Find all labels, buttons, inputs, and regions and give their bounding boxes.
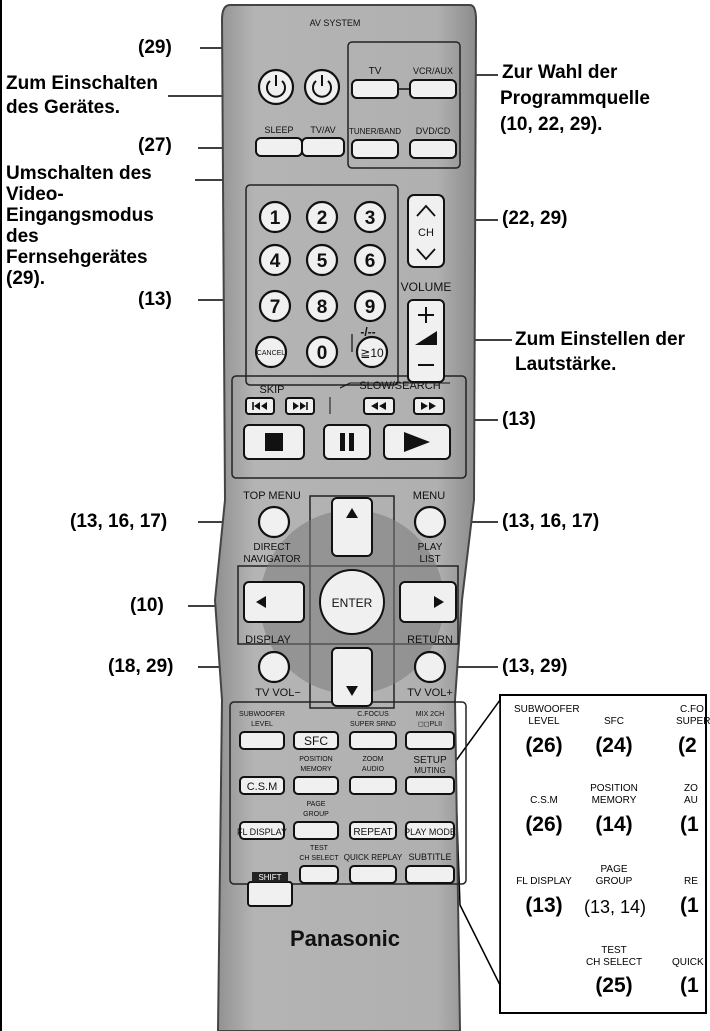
- display-label: DISPLAY: [245, 634, 291, 646]
- digit-8-label: 8: [316, 297, 328, 318]
- power-text-2: des Gerätes.: [6, 97, 121, 118]
- digit-9-label: 9: [364, 297, 376, 318]
- ch-ref: (22, 29): [502, 208, 568, 229]
- panasonic-logo: Panasonic: [289, 926, 401, 951]
- test-label-2: CH SELECT: [299, 855, 339, 862]
- subwoofer-level-button[interactable]: [240, 732, 284, 749]
- shift-position-2: MEMORY: [591, 795, 637, 806]
- setup-muting-button[interactable]: [406, 777, 454, 794]
- display-ref: (18, 29): [108, 656, 174, 677]
- digit-4-label: 4: [269, 251, 281, 272]
- volume-label: VOLUME: [400, 280, 452, 294]
- power-text-1: Zum Einschalten: [6, 73, 159, 94]
- cursor-up-button[interactable]: [332, 498, 372, 556]
- return-label: RETURN: [407, 634, 453, 646]
- shift-csm-ref: (26): [525, 813, 563, 836]
- play-list-label-2: LIST: [419, 554, 441, 565]
- numeric-ref: (13): [138, 289, 172, 310]
- zoom-label-2: AUDIO: [361, 766, 385, 773]
- shift-label: SHIFT: [258, 873, 282, 882]
- shift-test-ref: (25): [595, 974, 633, 997]
- play-mode-label: PLAY MODE: [404, 827, 456, 837]
- zoom-audio-button[interactable]: [350, 777, 396, 794]
- page-label-2: GROUP: [303, 811, 329, 818]
- shift-cfocus-1: C.FO: [680, 704, 704, 715]
- play-button[interactable]: [384, 425, 450, 459]
- test-ch-select-button[interactable]: [300, 866, 338, 883]
- volume-rocker[interactable]: [408, 300, 444, 382]
- transport-ref: (13): [502, 409, 536, 430]
- sleep-label: SLEEP: [264, 125, 294, 135]
- c-focus-label: C.FOCUS: [357, 711, 389, 718]
- fl-display-label: FL DISPLAY: [236, 827, 288, 837]
- shift-cfocus-2: SUPER: [676, 716, 710, 727]
- display-button[interactable]: [259, 652, 289, 682]
- menu-label: MENU: [412, 490, 446, 502]
- slow-forward-button[interactable]: [414, 398, 444, 414]
- tv-av-label: TV/AV: [310, 125, 336, 135]
- shift-repeat: RE: [684, 876, 698, 887]
- cursor-right-button[interactable]: [400, 582, 456, 622]
- av-system-label: AV SYSTEM: [309, 18, 361, 28]
- shift-subwoofer-ref: (26): [525, 734, 563, 757]
- quick-replay-button[interactable]: [350, 866, 396, 883]
- skip-prev-button[interactable]: [246, 398, 274, 414]
- setup-label: SETUP: [413, 755, 447, 766]
- play-list-label: PLAY: [417, 542, 443, 553]
- mix-2ch-label-2: ◻◻PLII: [417, 721, 443, 728]
- digit-5-label: 5: [316, 251, 328, 272]
- dvd-cd-button[interactable]: [410, 140, 456, 158]
- volume-text-1: Zum Einstellen der: [515, 329, 685, 350]
- shift-test-2: CH SELECT: [585, 957, 643, 968]
- tvav-text-1: Umschalten des: [6, 163, 152, 184]
- repeat-label: REPEAT: [353, 827, 393, 838]
- shift-zoom-2: AU: [684, 795, 698, 806]
- shift-fl-display: FL DISPLAY: [516, 876, 572, 887]
- zoom-label: ZOOM: [362, 756, 384, 763]
- dvd-cd-label: DVD/CD: [415, 126, 451, 136]
- shift-page-ref: (13, 14): [584, 897, 647, 917]
- tvav-text-2: Video-: [6, 184, 64, 205]
- power-ref: (29): [138, 37, 172, 58]
- menu-button[interactable]: [415, 507, 445, 537]
- tv-av-button[interactable]: [302, 138, 344, 156]
- cursor-ref: (10): [130, 595, 164, 616]
- tuner-band-label: TUNER/BAND: [348, 127, 402, 136]
- page-label: PAGE: [306, 801, 326, 808]
- pause-button[interactable]: [324, 425, 370, 459]
- ch-label: CH: [418, 227, 434, 239]
- direct-navigator-label-2: NAVIGATOR: [243, 554, 301, 565]
- skip-label: SKIP: [259, 384, 285, 396]
- shift-subwoofer-2: LEVEL: [528, 716, 560, 727]
- digit-6-label: 6: [364, 251, 376, 272]
- mix-2ch-label: MIX 2CH: [415, 711, 445, 718]
- shift-position-1: POSITION: [590, 783, 638, 794]
- cursor-down-button[interactable]: [332, 648, 372, 706]
- top-menu-button[interactable]: [259, 507, 289, 537]
- mix-2ch-button[interactable]: [406, 732, 454, 749]
- digit-1-label: 1: [269, 208, 281, 229]
- test-label: TEST: [310, 845, 328, 852]
- tv-vol-minus-label: TV VOL−: [255, 687, 301, 699]
- return-ref: (13, 29): [502, 656, 568, 677]
- digit-0-label: 0: [316, 343, 328, 364]
- c-focus-label-2: SUPER SRND: [350, 721, 396, 728]
- volume-text-2: Lautstärke.: [515, 354, 617, 375]
- tvav-text-6: (29).: [6, 268, 46, 289]
- source-text-3: (10, 22, 29).: [500, 114, 603, 135]
- tv-label: TV: [368, 66, 382, 77]
- cursor-left-button[interactable]: [244, 582, 304, 622]
- top-menu-label: TOP MENU: [243, 490, 301, 502]
- tvav-text-3: Eingangsmodus: [6, 205, 154, 226]
- digit-3-label: 3: [364, 208, 376, 229]
- shift-repeat-ref: (1: [680, 894, 699, 917]
- shift-position-ref: (14): [595, 813, 633, 836]
- sleep-button[interactable]: [256, 138, 302, 156]
- return-button[interactable]: [415, 652, 445, 682]
- shift-fl-ref: (13): [525, 894, 563, 917]
- tvav-text-4: des: [6, 226, 39, 247]
- shift-page-1: PAGE: [600, 864, 628, 875]
- shift-page-2: GROUP: [595, 876, 633, 887]
- position-label-2: MEMORY: [300, 766, 332, 773]
- tv-button[interactable]: [352, 80, 398, 98]
- slow-search-label: SLOW/SEARCH: [359, 380, 441, 392]
- tuner-band-button[interactable]: [352, 140, 398, 158]
- topmenu-ref: (13, 16, 17): [70, 511, 168, 532]
- menu-ref: (13, 16, 17): [502, 511, 600, 532]
- sleep-ref: (27): [138, 135, 172, 156]
- stop-button[interactable]: [244, 425, 304, 459]
- ge10-label: ≧10: [360, 346, 384, 360]
- subtitle-label: SUBTITLE: [408, 852, 452, 862]
- vcr-aux-label: VCR/AUX: [412, 66, 454, 76]
- tv-vol-plus-label: TV VOL+: [407, 687, 453, 699]
- shift-zoom-1: ZO: [684, 783, 698, 794]
- vcr-aux-button[interactable]: [410, 80, 456, 98]
- page-group-button[interactable]: [294, 822, 338, 839]
- position-label: POSITION: [299, 756, 333, 763]
- power-button[interactable]: [259, 70, 293, 104]
- shift-sfc-ref: (24): [595, 734, 633, 757]
- csm-label: C.S.M: [246, 781, 278, 793]
- shift-zoom-ref: (1: [680, 813, 699, 836]
- shift-test-1: TEST: [601, 945, 627, 956]
- source-text-1: Zur Wahl der: [502, 62, 618, 83]
- digit-2-label: 2: [316, 208, 328, 229]
- subwoofer-label-2: LEVEL: [251, 721, 273, 728]
- quick-replay-label: QUICK REPLAY: [343, 853, 403, 862]
- shift-csm: C.S.M: [530, 795, 558, 806]
- shift-subwoofer-1: SUBWOOFER: [514, 704, 580, 715]
- subtitle-button[interactable]: [406, 866, 454, 883]
- shift-sfc: SFC: [604, 716, 624, 727]
- shift-quick: QUICK: [672, 957, 704, 968]
- shift-quick-ref: (1: [680, 974, 699, 997]
- digit-7-label: 7: [269, 297, 281, 318]
- position-memory-button[interactable]: [294, 777, 338, 794]
- av-system-power-button[interactable]: [305, 70, 339, 104]
- subwoofer-label: SUBWOOFER: [239, 711, 285, 718]
- skip-next-button[interactable]: [286, 398, 314, 414]
- c-focus-button[interactable]: [350, 732, 396, 749]
- dash-label: -/--: [360, 325, 376, 339]
- direct-navigator-label: DIRECT: [253, 542, 291, 553]
- muting-label: MUTING: [414, 766, 446, 775]
- sfc-label: SFC: [304, 734, 328, 748]
- tvav-text-5: Fernsehgerätes: [6, 247, 148, 268]
- shift-cfocus-ref: (2: [678, 734, 697, 757]
- slow-rewind-button[interactable]: [364, 398, 394, 414]
- enter-label: ENTER: [331, 596, 373, 610]
- source-text-2: Programmquelle: [500, 88, 650, 109]
- cancel-label: CANCEL: [256, 350, 286, 357]
